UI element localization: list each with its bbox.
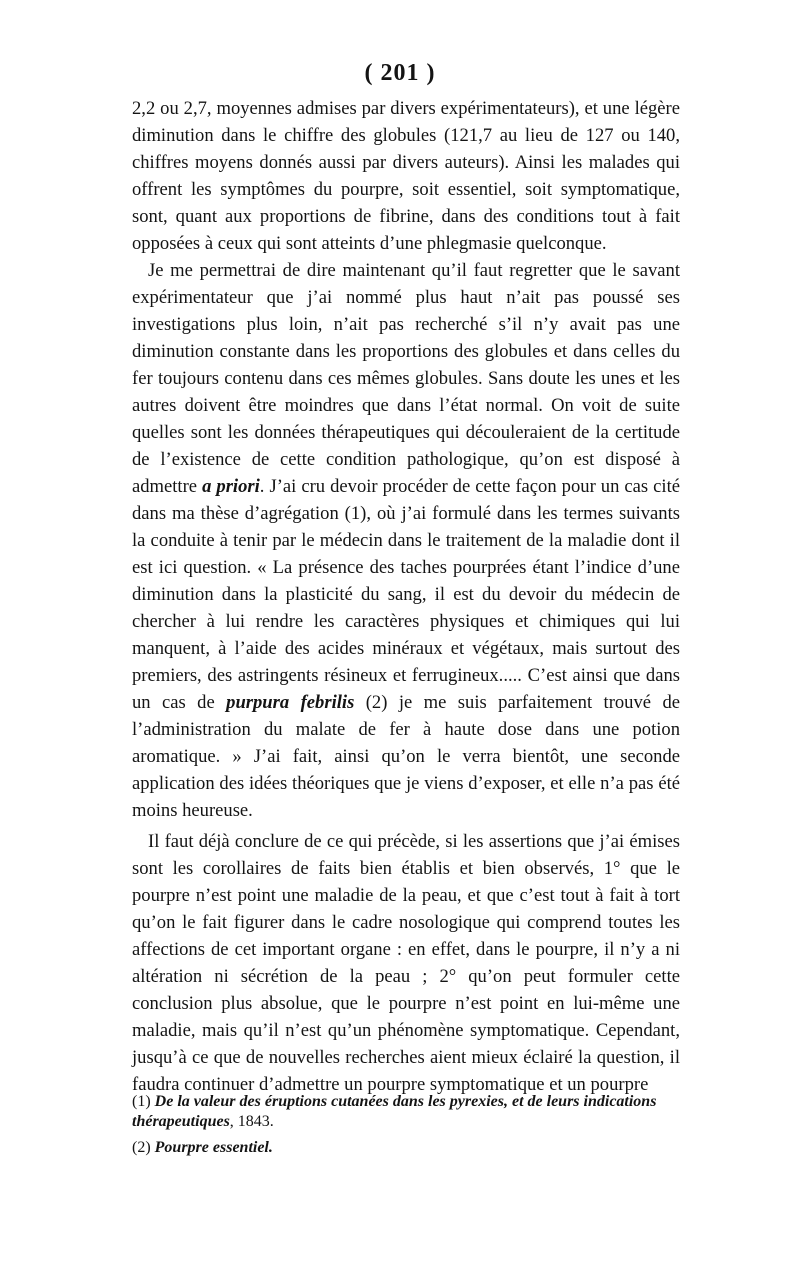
footnote-text: Pourpre essentiel. <box>154 1139 273 1156</box>
footnote-text: De la valeur des éruptions cutanées dans les pyrexies, et de leurs indications thérapeutiques <box>132 1093 657 1130</box>
page-number: ( 201 ) <box>364 60 436 86</box>
paragraph-text: Je me permettrai de dire maintenant qu’il faut regretter que le savant expérimentateur que j’ai nommé plus haut n’ait pas poussé ses investigations plus loin, n’ait pas recherché s’il n’y avait pas une diminution constante dans les proportions des globules et dans celles du fer toujours contenu dans ces mêmes globules. Sans doute les unes et les autres doivent être moindres que dans l’état normal. On voit de suite quelles sont les données thérapeutiques qui découleraient de la certitude de l’existence de cette condition pathologique, qu’on est disposé à admettre <box>132 260 680 497</box>
paragraph-text: (2) je me suis parfaitement trouvé de l’administration du malate de fer à haute dose dans une potion aromatique. » J’ai fait, ainsi qu’on le verra bientôt, une seconde application des idées théoriques que je viens d’exposer, et elle n’a pas été moins heureuse. <box>132 692 680 821</box>
footnote-marker: (1) <box>132 1093 151 1110</box>
paragraph-3 <box>132 828 680 1098</box>
footnote-2 <box>132 1138 680 1158</box>
paragraph-text: . J’ai cru devoir procéder de cette façon pour un cas cité dans ma thèse d’agrégation (1), où j’ai formulé dans les termes suivants la conduite à tenir par le médecin dans le traitement de la maladie dont il est ici question. « La présence des taches pourprées étant l’indice d’une diminution dans la plasticité du sang, il est du devoir du médecin de chercher à lui rendre les caractères physiques et chimiques qui lui manquent, à l’aide des acides minéraux et végétaux, mais surtout des premiers, des astringents résineux et ferrugineux..... C’est ainsi que dans un cas de <box>132 476 680 713</box>
italic-phrase-purpura-febrilis: purpura febrilis <box>226 692 355 713</box>
footnote-suffix: , 1843. <box>229 1113 274 1130</box>
footnotes <box>132 1092 680 1164</box>
footnote-1 <box>132 1092 680 1132</box>
footnote-marker: (2) <box>132 1139 151 1156</box>
paragraph-2 <box>132 257 680 824</box>
italic-phrase-a-priori: a priori <box>202 476 260 497</box>
paragraph-text: 2,2 ou 2,7, moyennes admises par divers expérimentateurs), et une légère diminution dans le chiffre des globules (121,7 au lieu de 127 ou 140, chiffres moyens donnés aussi par divers auteurs). Ainsi les malades qui offrent les symptômes du pourpre, soit essentiel, soit symptomatique, sont, quant aux proportions de fibrine, dans des conditions tout à fait opposées à ceux qui sont atteints d’une phlegmasie quelconque. <box>132 98 680 254</box>
paragraph-text: Il faut déjà conclure de ce qui précède, si les assertions que j’ai émises sont les corollaires de faits bien établis et bien observés, 1° que le pourpre n’est point une maladie de la peau, et que c’est tout à fait à tort qu’on le fait figurer dans le cadre nosologique qui comprend toutes les affections de cet important organe : en effet, dans le pourpre, il n’y a ni altération ni sécrétion de la peau ; 2° qu’on peut formuler cette conclusion plus absolue, que le pourpre n’est point en lui-même une maladie, mais qu’il n’est qu’un phénomène symptomatique. Cependant, jusqu’à ce que de nouvelles recherches aient mieux éclairé la question, il faudra continuer d’admettre un pourpre symptomatique et un pourpre <box>132 831 680 1095</box>
body-text <box>132 95 680 1098</box>
paragraph-1 <box>132 95 680 257</box>
